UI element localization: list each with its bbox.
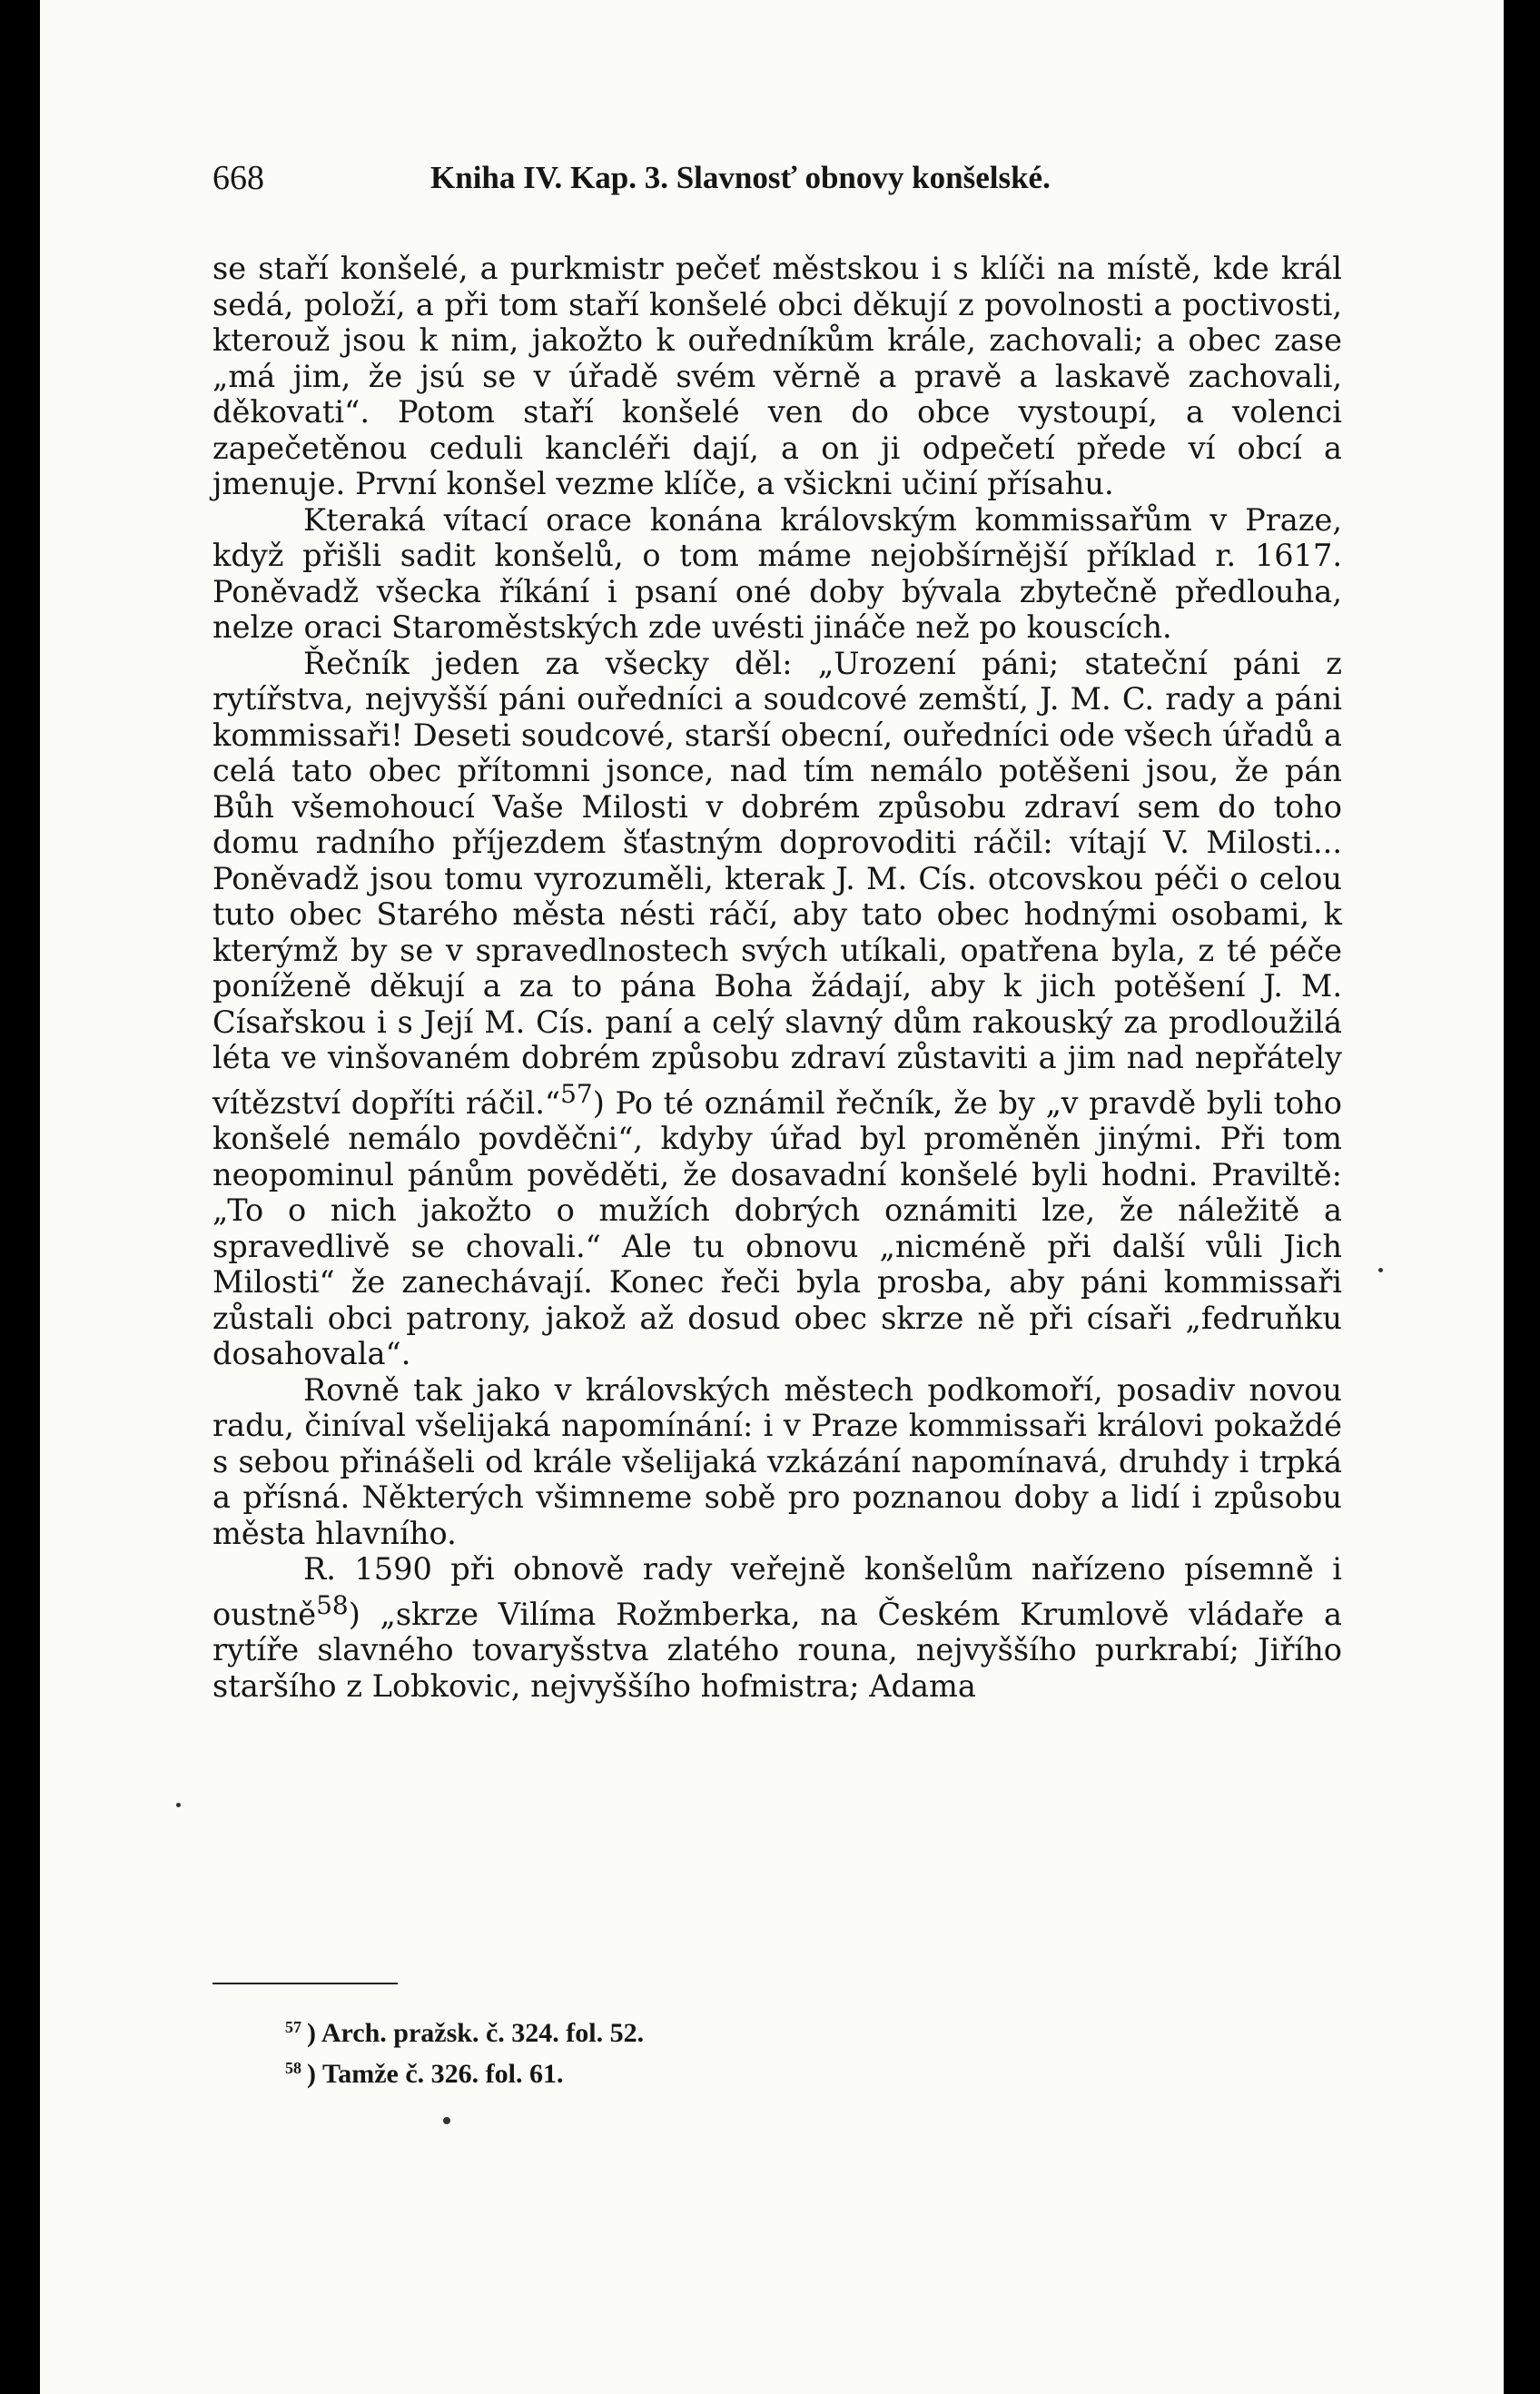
scan-speck (1378, 1268, 1383, 1272)
footnote-number: 57 (285, 2018, 301, 2036)
paragraph: se staří konšelé, a purkmistr pečeť městskou i s klíči na místě, kde král sedá, položí, a při tom staří konšelé obci děkují z povolnosti a poctivosti, kterouž jsou k nim, jakožto k ouředníkům krále, zachovali; a obec zase „má jim, že jsú se v úřadě svém věrně a pravě a laskavě zachovali, děkovati“. Potom staří konšelé ven do obce vystoupí, a volenci zapečetěnou ceduli kancléři dají, a on ji odpečetí přede ví obcí a jmenuje. První konšel vezme klíče, a všickni učiní přísahu. (212, 251, 1342, 501)
scan-speck (176, 1803, 181, 1807)
footnote: $^{58}$ ) Tamže č. 326. fol. 61. (285, 2059, 564, 2089)
footnote-text: Tamže č. 326. fol. 61. (321, 2059, 564, 2089)
footnote-number: 58 (285, 2059, 301, 2077)
running-head: Kniha IV. Kap. 3. Slavnosť obnovy konšelské. (430, 160, 1051, 195)
book-page (40, 0, 1504, 2394)
paragraph-text: „skrze Vilíma Rožmberka, na Českém Krumlově vládaře a rytíře slavného tovaryšstva zlatého rouna, nejvyššího purkrabí; Jiřího staršího z Lobkovic, nejvyššího hofmistra; Adama (212, 1596, 1342, 1704)
page-number: 668 (212, 159, 264, 197)
footnote-ref: 57 (560, 1078, 593, 1109)
paragraph-text: Po té oznámil řečník, že by „v pravdě byli toho konšelé nemálo povděčni“, kdyby úřad byl proměněn jinými. Při tom neopominul pánům pověděti, že dosavadní konšelé byli hodni. Praviltě: „To o nich jakožto o mužích dobrých oznámiti lze, že náležitě a spravedlivě se chovali.“ Ale tu obnovu „nicméně při další vůli Jich Milosti“ že zanechávají. Konec řeči byla prosba, aby páni kommissaři zůstali obci patrony, jakož až dosud obec skrze ně při císaři „fedruňku dosahovala“. (212, 1084, 1343, 1372)
body-text (212, 251, 1342, 1704)
paragraph-text: R. 1590 při obnově rady veřejně konšelům nařízeno písemně i oustně (212, 1551, 1342, 1632)
footnote-rule (212, 1983, 398, 1984)
paragraph: Rovně tak jako v královských městech podkomoří, posadiv novou radu, činíval všelijaká napomínání: i v Praze kommissaři královi pokaždé s sebou přinášeli od krále všelijaká vzkázání napomínavá, druhdy i trpká a přísná. Některých všimneme sobě pro poznanou doby a lidí i způsobu města hlavního. (212, 1371, 1342, 1551)
paragraph: Řečník jeden za všecky děl: „Urození páni; stateční páni z rytířstva, nejvyšší páni ouředníci a soudcové zemští, J. M. C. rady a páni kommissaři! Deseti soudcové, starší obecní, ouředníci ode všech úřadů a celá tato obec přítomni jsonce, nad tím nemálo potěšeni jsou, že pán Bůh všemohoucí Vaše Milosti v dobrém způsobu zdraví sem do toho domu radního příjezdem šťastným doprovoditi ráčil: vítají V. Milosti... Poněvadž jsou tomu vyrozuměli, kterak J. M. Cís. otcovskou péči o celou tuto obec Starého města nésti ráčí, aby tato obec hodnými osobami, k kterýmž by se v spravedlnostech svých utíkali, opatřena byla, z té péče poníženě děkují a za to pána Boha žádají, aby k jich potěšení J. M. Císařskou i s Její M. Cís. paní a celý slavný dům rakouský za prodloužilá léta ve vinšovaném dobrém způsobu zdraví zůstaviti a jim nad nepřátely vítězství dopříti ráčil.“$^{57}$) Po té oznámil řečník, že by „v pravdě byli toho konšelé nemálo povděčni“, kdyby úřad byl proměněn jinými. Při tom neopominul pánům pověděti, že dosavadní konšelé byli hodni. Praviltě: „To o nich jakožto o mužích dobrých oznámiti lze, že náležitě a spravedlivě se chovali.“ Ale tu obnovu „nicméně při další vůli Jich Milosti“ že zanechávají. Konec řeči byla prosba, aby páni kommissaři zůstali obci patrony, jakož až dosud obec skrze ně při císaři „fedruňku dosahovala“. (212, 645, 1343, 1372)
footnote-ref: 58 (316, 1589, 349, 1620)
paragraph-text: Řečník jeden za všecky děl: „Urození páni; stateční páni z rytířstva, nejvyšší páni ouředníci a soudcové zemští, J. M. C. rady a páni kommissaři! Deseti soudcové, starší obecní, ouředníci ode všech úřadů a celá tato obec přítomni jsonce, nad tím nemálo potěšeni jsou, že pán Bůh všemohoucí Vaše Milosti v dobrém způsobu zdraví sem do toho domu radního příjezdem šťastným doprovoditi ráčil: vítají V. Milosti... Poněvadž jsou tomu vyrozuměli, kterak J. M. Cís. otcovskou péči o celou tuto obec Starého města nésti ráčí, aby tato obec hodnými osobami, k kterýmž by se v spravedlnostech svých utíkali, opatřena byla, z té péče poníženě děkují a za to pána Boha žádají, aby k jich potěšení J. M. Císařskou i s Její M. Cís. paní a celý slavný dům rakouský za prodloužilá léta ve vinšovaném dobrém způsobu zdraví zůstaviti a jim nad nepřátely vítězství dopříti ráčil.“ (212, 645, 1342, 1121)
paragraph: Kteraká vítací orace konána královským kommissařům v Praze, když přišli sadit konšelů, o tom máme nejobšírnější příklad r. 1617. Poněvadž všecka říkání i psaní oné doby bývala zbytečně předlouha, nelze oraci Staroměstských zde uvésti jináče než po kouscích. (212, 501, 1342, 645)
paragraph: R. 1590 při obnově rady veřejně konšelům nařízeno písemně i oustně$^{58}$) „skrze Vilíma Rožmberka, na Českém Krumlově vládaře a rytíře slavného tovaryšstva zlatého rouna, nejvyššího purkrabí; Jiřího staršího z Lobkovic, nejvyššího hofmistra; Adama (212, 1551, 1342, 1704)
footnote-text: Arch. pražsk. č. 324. fol. 52. (321, 2018, 645, 2048)
footnote: $^{57}$ ) Arch. pražsk. č. 324. fol. 52. (285, 2018, 645, 2048)
scan-speck (443, 2117, 450, 2124)
footnotes (285, 2010, 644, 2092)
